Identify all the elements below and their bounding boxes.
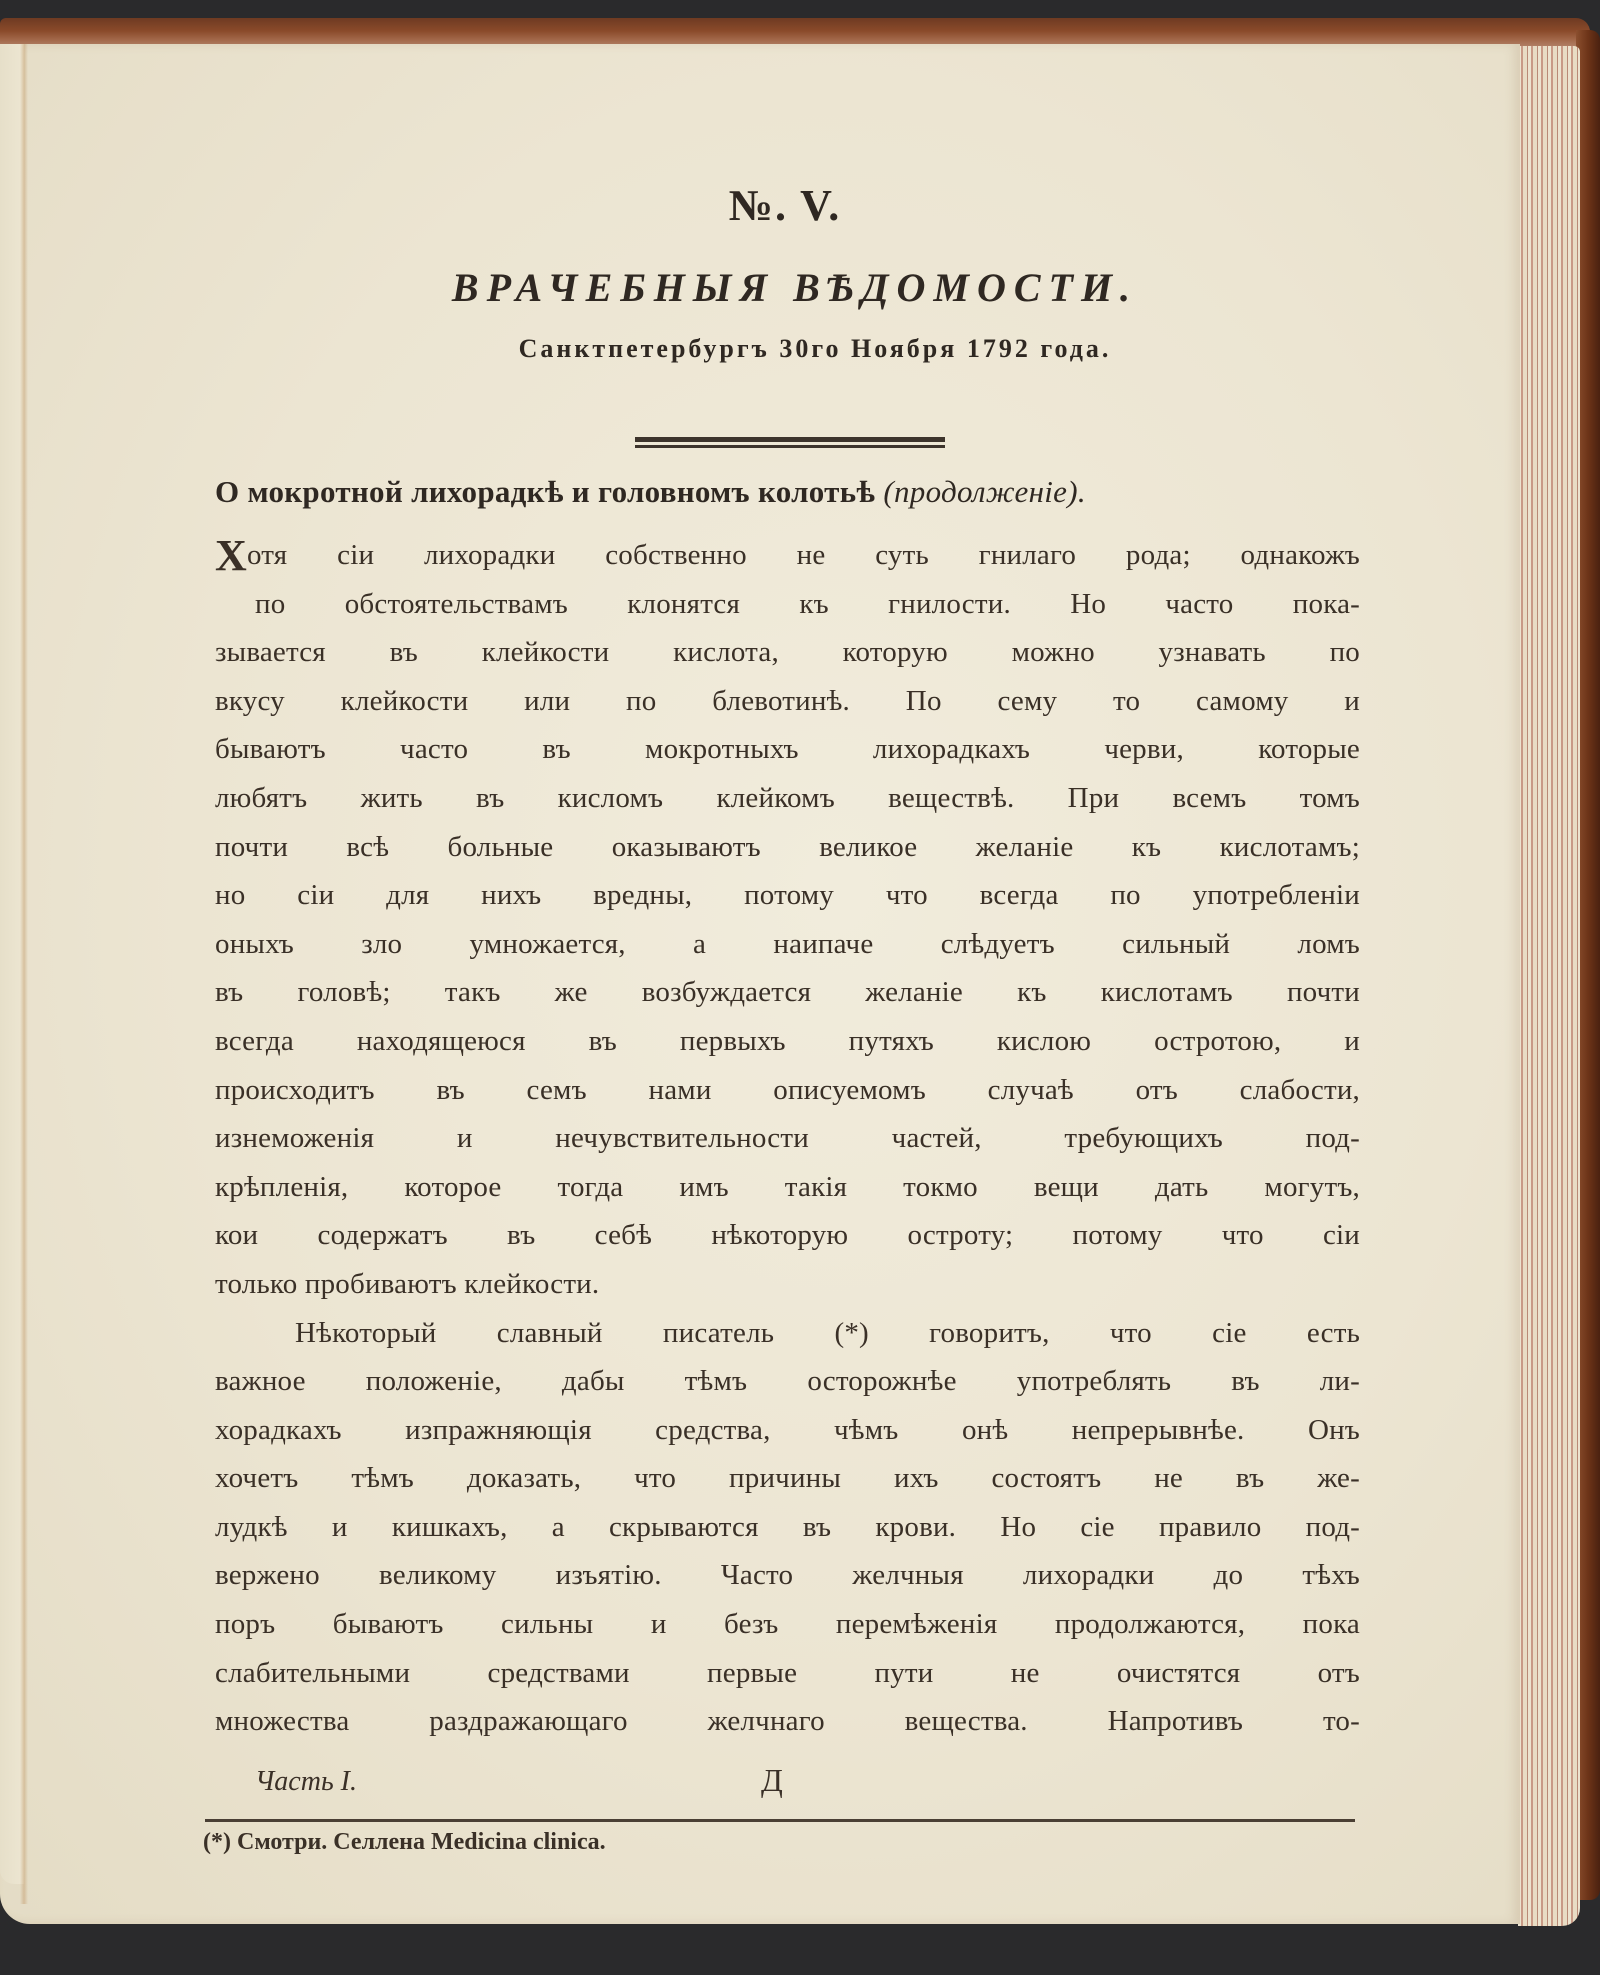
- paragraph-2-line: поръ бываютъ сильны и безъ перемѣженія продолжаются, пока: [215, 1608, 1360, 1641]
- decorative-double-rule: [635, 437, 945, 449]
- paragraph-2-line: Нѣкоторый славный писатель (*) говоритъ, что сіе есть: [295, 1316, 1360, 1349]
- article-heading-continuation: (продолженіе).: [883, 474, 1086, 509]
- paragraph-2-line: множества раздражающаго желчнаго вещества. Напротивъ то-: [215, 1705, 1360, 1738]
- body-line: вкусу клейкости или по блевотинѣ. По сему то самому и: [215, 684, 1360, 717]
- page: [0, 44, 1520, 1924]
- volume-signature: Часть I.: [255, 1766, 358, 1797]
- body-line: крѣпленія, которое тогда имъ такія токмо вещи дать могутъ,: [215, 1170, 1360, 1203]
- drop-cap: Х: [215, 531, 247, 580]
- body-line: Хотя сіи лихорадки собственно не суть гнилаго рода; однакожъ: [215, 531, 1360, 580]
- paragraph-2-line: хочетъ тѣмъ доказать, что причины ихъ состоятъ не въ же-: [215, 1462, 1360, 1495]
- article-heading: [215, 474, 1375, 510]
- body-line: всегда находящеюся въ первыхъ путяхъ кислою остротою, и: [215, 1024, 1360, 1057]
- footnote: (*) Смотри. Селлена Medicina clinica.: [203, 1829, 606, 1855]
- issue-number: №. V.: [728, 181, 842, 230]
- footnote-rule: [205, 1819, 1355, 1822]
- article-heading-main: О мокротной лихорадкѣ и головномъ колотьѣ: [215, 474, 884, 509]
- body-line: зывается въ клейкости кислота, которую можно узнавать по: [215, 636, 1360, 669]
- body-line: но сіи для нихъ вредны, потому что всегда по употребленіи: [215, 879, 1360, 912]
- paragraph-2-line: хорадкахъ изпражняющія средства, чѣмъ онѣ непрерывнѣе. Онъ: [215, 1413, 1360, 1446]
- body-line: въ головѣ; такъ же возбуждается желаніе къ кислотамъ почти: [215, 976, 1360, 1009]
- rule-thick: [635, 437, 945, 442]
- dateline: Санктпетербургъ 30го Ноября 1792 года.: [518, 334, 1112, 363]
- page-gutter: [20, 44, 28, 1904]
- paragraph-2-line: важное положеніе, дабы тѣмъ осторожнѣе употреблять въ ли-: [215, 1365, 1360, 1398]
- body-line: по обстоятельствамъ клонятся къ гнилости. Но часто пока-: [255, 587, 1360, 620]
- paragraph-2-line: лудкѣ и кишкахъ, а скрываются въ крови. Но сіе правило под-: [215, 1510, 1360, 1543]
- sheet-signature-mark: Д: [761, 1762, 783, 1798]
- body-line: любятъ жить въ кисломъ клейкомъ веществѣ. При всемъ томъ: [215, 781, 1360, 814]
- body-line: кои содержатъ въ себѣ нѣкоторую остроту; потому что сіи: [215, 1219, 1360, 1252]
- paragraph-2-line: вержено великому изъятію. Часто желчныя лихорадки до тѣхъ: [215, 1559, 1360, 1592]
- rule-thin: [635, 445, 945, 448]
- article-body: [215, 531, 1360, 1746]
- body-line: происходитъ въ семъ нами описуемомъ случаѣ отъ слабости,: [215, 1073, 1360, 1106]
- body-line: только пробиваютъ клейкости.: [215, 1267, 600, 1300]
- body-line: изнеможенія и нечувствительности частей, требующихъ под-: [215, 1122, 1360, 1155]
- body-line: почти всѣ больные оказываютъ великое желаніе къ кислотамъ;: [215, 830, 1360, 863]
- journal-title: ВРАЧЕБНЫЯ ВѢДОМОСТИ.: [451, 265, 1139, 310]
- body-line: бываютъ часто въ мокротныхъ лихорадкахъ черви, которые: [215, 733, 1360, 766]
- body-line: оныхъ зло умножается, а наипаче слѣдуетъ сильный ломъ: [215, 927, 1360, 960]
- page-block-edges: [1518, 46, 1580, 1926]
- paragraph-2-line: слабительными средствами первые пути не очистятся отъ: [215, 1656, 1360, 1689]
